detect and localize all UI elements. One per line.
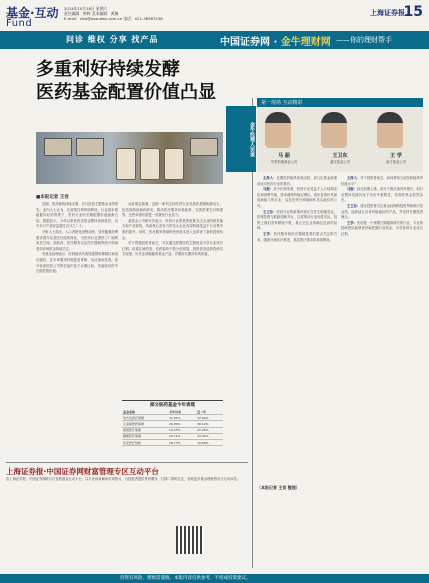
table-cell: 富国医疗保健 [122, 427, 168, 433]
section-title: 基金·互动 [6, 6, 59, 20]
section-banner [0, 31, 429, 49]
interview-author: （本报记者 王官 整理） [257, 485, 300, 490]
portrait-photo [321, 112, 347, 148]
promo-box [6, 466, 248, 576]
interview-column-1: 主持人：近期医药板块表现活跃，请几位基金经理谈谈对医药行业的看法。 马振：从中长期来看，医药行业受益于人口结构变化和消费升级，需求端保持稳定增长。我们更看好具备创新能力的企业，以及在细分领域拥有龙头地位的公司。 王卫东：医药行业的政策环境正在发生积极变化，医保控费与鼓励创新并行，这将推动行业优胜劣汰。投资上我们坚持精选个股，重点关注业绩确定性高的品种。 王学：医疗服务和医疗器械是我们重点关注的方向，随着分级诊疗推进，基层医疗需求将持续释放。 [257, 176, 337, 242]
photo-bottle [164, 148, 184, 180]
table-cell: 31.81% [168, 415, 196, 421]
masthead [6, 4, 423, 30]
portrait-role: 南方基金公司 [386, 160, 406, 164]
table-row [122, 439, 223, 445]
table-cell: 22.71% [168, 433, 196, 439]
page-number: 15 [403, 4, 423, 20]
fund-performance-table [122, 400, 223, 461]
table-header: 今年以来 [168, 409, 196, 415]
section-divider [6, 462, 248, 463]
portrait-card [257, 108, 311, 172]
article-column-1: 近期，医药板块持续走强，多只医药主题基金业绩领先。业内人士认为，在政策红利持续释放、行业基本面稳健向好的背景下，医药行业的长期配置价值逐渐凸显。数据显示，今年以来医药类基金整体表现较好，其中多只产品收益超过百分之二十。 分析人士指出，人口老龄化进程加快、居民健康消费需求提升以及医疗改革深化，为医药行业提供了广阔的成长空间。创新药、医疗服务以及医疗器械等细分领域受到市场资金持续关注。 有基金经理表示，医药板块具备较强的防御属性和成长属性，在市场震荡时期更受青睐。从估值角度看，部分优质医药公司的估值仍处于合理区间，具备较好的中长期投资价值。 [36, 202, 118, 274]
interview-section-header [257, 98, 423, 107]
interview-column-2: 主持人：对于投资者而言，如何看待当前医药板块的估值水平？ 马振：经过前期上涨，部分个股估值有所提升，但行业整体估值仍处于历史中枢附近，结构性机会依然存在。 王卫东：建议投资者关注基金经理的投资风格和历史业绩，选择适合自身风险偏好的产品，并坚持长期投资理念。 王学：医药是一个需要长期跟踪研究的行业，专业的投研团队能够更好地把握行业机会，分享医药行业成长红利。 [341, 176, 423, 236]
headline-line-2: 医药基金配置价值凸显 [36, 82, 216, 103]
promo-title: 上海证券报·中国证券网财富管理专区互动平台 [6, 467, 159, 476]
table-cell: 30.12% [196, 421, 223, 427]
newspaper-brand: 上海证券报 [370, 9, 405, 17]
photo-bottle [140, 148, 160, 180]
portrait-photo [265, 112, 291, 148]
interview-section-title: 第一现场 互动精彩 [261, 100, 303, 106]
table-header: 基金名称 [122, 409, 168, 415]
table-cell: 23.45% [196, 433, 223, 439]
portrait-photo [377, 112, 403, 148]
portrait-name: 王卫东 [332, 153, 348, 159]
table-cell: 27.20% [196, 427, 223, 433]
banner-tagline: 问诊 维权 分享 找产品 [66, 35, 159, 44]
table-cell: 汇添富医药保健 [122, 421, 168, 427]
article-photo [36, 132, 223, 184]
article-byline: ■本报记者 王官 [36, 195, 69, 200]
table-cell: 18.77% [168, 439, 196, 445]
section-subtitle: Fund [6, 18, 33, 29]
article-column-2: 从政策层面看，近期一系列支持医药行业发展的措施相继出台，包括鼓励创新药研发、推动医疗服务价格改革、完善医保支付制度等，这些举措有望进一步激发行业活力。 某基金公司研究员表示，医药行业的投资需要关注企业的研发能力和产品管线，具备核心竞争力的龙头企业有望持续受益于行业集中度的提升。同时，医疗服务领域的民营资本进入也带来了新的投资机会。 对于普通投资者而言，可以通过配置医药主题基金分享行业成长红利。但需注意的是，医药板块个股分化明显，投资者应选择投研实力较强、历史业绩稳健的基金产品，并做好长期持有的准备。 [122, 202, 223, 257]
masthead-meta [64, 6, 314, 21]
data-table [122, 409, 223, 446]
table-title: 部分医药基金今年表现 [150, 403, 195, 408]
headline-line-1: 多重利好持续发酵 [36, 59, 180, 80]
banner-brand-b: 金牛理财网 [280, 37, 331, 48]
table-cell: 37.64% [196, 415, 223, 421]
interview-vertical-label: 金牛经理人访谈 [226, 106, 256, 172]
meta-contact: E-mail：zhw@essnews.com.cn 电话：021-38967538 [64, 16, 163, 21]
meta-editors: 责任编辑：钟辉 美术编辑：黄佩 [64, 11, 119, 16]
portrait-card [313, 108, 367, 172]
manager-portraits [257, 108, 423, 172]
article-headline [36, 58, 236, 104]
photo-pill-pack [190, 138, 218, 156]
meta-date: 2014年10月18日 星期六 [64, 6, 108, 11]
qr-code-icon[interactable] [176, 526, 204, 554]
photo-bottle [116, 148, 136, 180]
table-cell: 易方达医疗保健 [122, 415, 168, 421]
table-header: 近一年 [196, 409, 223, 415]
banner-slogan: ——你的理财帮手 [336, 36, 392, 44]
portrait-role: 嘉实基金公司 [330, 160, 350, 164]
table-cell: 26.80% [168, 421, 196, 427]
portrait-name: 王 学 [390, 153, 402, 159]
portrait-card [369, 108, 423, 172]
banner-brand-a: 中国证券网 [220, 37, 270, 48]
portrait-name: 马 振 [278, 153, 290, 159]
page-footer [0, 574, 429, 583]
table-cell: 19.60% [196, 439, 223, 445]
banner-brand: 中国证券网 · 金牛理财网 [220, 37, 331, 48]
photo-pill-pack [44, 138, 72, 156]
table-cell: 融通医疗保健 [122, 433, 168, 439]
table-cell: 华安医疗创新 [122, 439, 168, 445]
footer-text: 投资有风险，理财需谨慎。本版内容仅供参考，不构成投资建议。 [120, 576, 251, 581]
promo-body: 由上海证券报、中国证券网联合打造的基金互动平台，以专业视角解读市场热点，为投资者提供资讯服务。扫描二维码关注，获取更多基金理财资讯与互动问答。 [6, 477, 241, 481]
table-cell: 24.35% [168, 427, 196, 433]
portrait-role: 华泰柏瑞基金公司 [270, 160, 298, 164]
photo-pill-pack [76, 138, 104, 156]
